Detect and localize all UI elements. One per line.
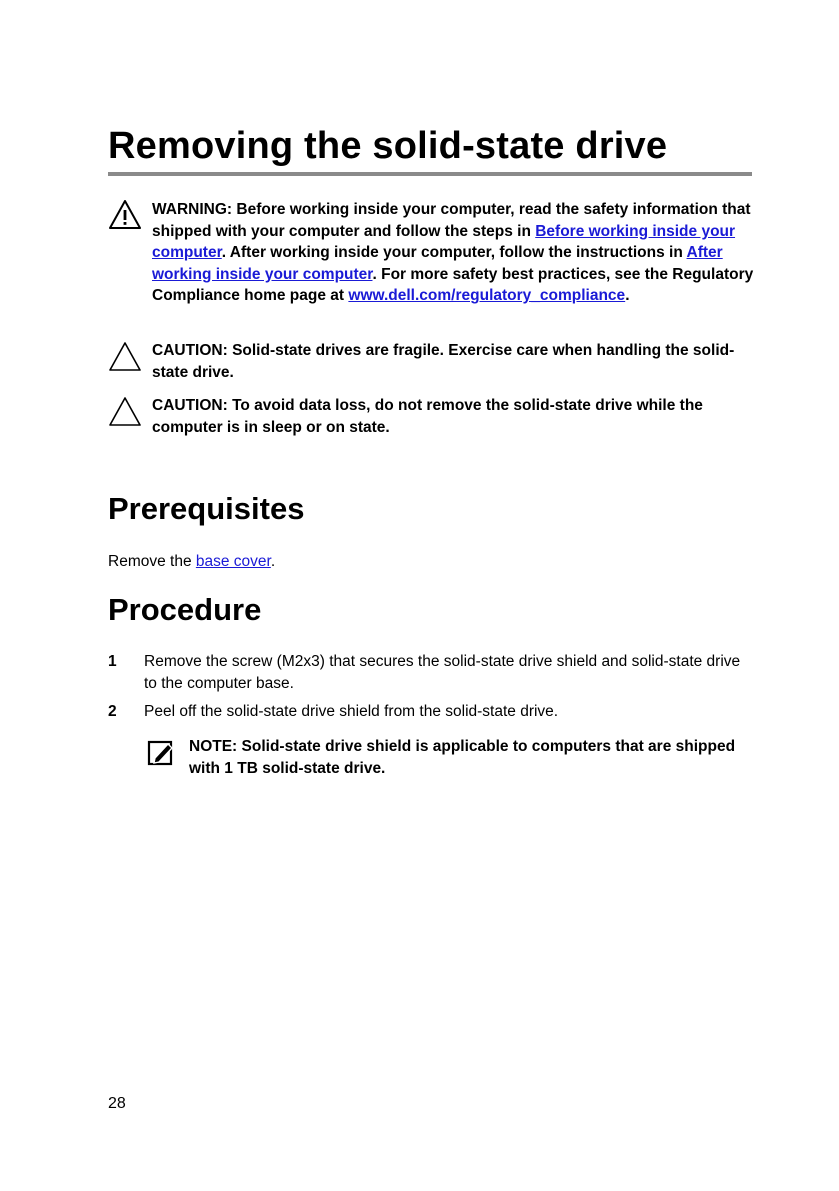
link-after-working[interactable]: After working inside your computer bbox=[152, 244, 723, 283]
warning-icon bbox=[108, 199, 142, 231]
note-pencil-icon bbox=[146, 738, 176, 768]
prerequisites-heading: Prerequisites bbox=[108, 491, 305, 526]
caution-text-2: CAUTION: To avoid data loss, do not remove the solid-state drive while the computer is in sleep or on state. bbox=[152, 397, 703, 436]
step-number: 2 bbox=[108, 703, 117, 720]
title-underline bbox=[108, 172, 752, 176]
page-number: 28 bbox=[108, 1095, 126, 1112]
step-text: Remove the screw (M2x3) that secures the solid-state drive shield and solid-state drive to the computer base. bbox=[144, 653, 741, 692]
link-regulatory-compliance[interactable]: www.dell.com/regulatory_compliance bbox=[348, 287, 626, 305]
link-base-cover[interactable]: base cover bbox=[195, 553, 271, 570]
step-text: Peel off the solid-state drive shield from the solid-state drive. bbox=[144, 703, 559, 720]
caution-text-1: CAUTION: Solid-state drives are fragile. Exercise care when handling the solid-state drive. bbox=[152, 342, 735, 381]
caution-icon bbox=[108, 340, 142, 372]
page-title: Removing the solid-state drive bbox=[108, 125, 668, 167]
procedure-heading: Procedure bbox=[108, 592, 262, 627]
prerequisites-text: Remove the base cover. bbox=[108, 553, 276, 570]
step-number: 1 bbox=[108, 653, 117, 670]
note-text: NOTE: Solid-state drive shield is applicable to computers that are shipped with 1 TB solid-state drive. bbox=[189, 738, 736, 777]
caution-icon bbox=[108, 395, 142, 427]
warning-text: WARNING: Before working inside your computer, read the safety information that shipped with your computer and follow the steps in Before working inside your computer. After working inside your computer, follow the instructions in After working inside your computer. For more safety best practices, see the Regulatory Compliance home page at www.dell.com/regulatory_compliance. bbox=[152, 201, 754, 305]
link-before-working[interactable]: Before working inside your computer bbox=[152, 222, 736, 262]
